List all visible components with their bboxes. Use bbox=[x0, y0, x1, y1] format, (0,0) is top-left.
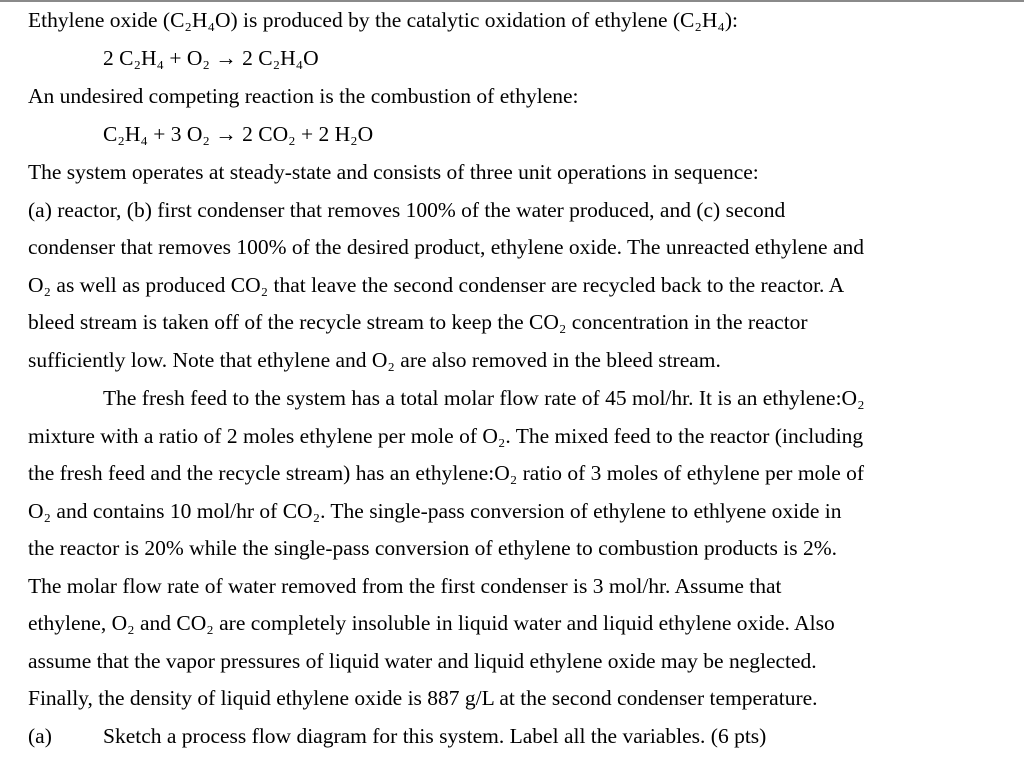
paragraph2-line: the reactor is 20% while the single-pass conversion of ethylene to combustion products is 2%. bbox=[28, 536, 838, 560]
paragraph2-line: The molar flow rate of water removed from the first condenser is 3 mol/hr. Assume that bbox=[28, 574, 782, 598]
paragraph2-line: Finally, the density of liquid ethylene oxide is 887 g/L at the second condenser temperature. bbox=[28, 686, 818, 710]
reaction-equation-2: C₂H₄ + 3 O₂ → 2 CO₂ + 2 H₂O bbox=[103, 122, 374, 146]
paragraph2-line: The fresh feed to the system has a total molar flow rate of 45 mol/hr. It is an ethylene:O₂ bbox=[103, 386, 865, 410]
paragraph1-line: sufficiently low. Note that ethylene and O₂ are also removed in the bleed stream. bbox=[28, 348, 721, 372]
reaction-equation-1: 2 C₂H₄ + O₂ → 2 C₂H₄O bbox=[103, 46, 319, 70]
paragraph2-line: O₂ and contains 10 mol/hr of CO₂. The single-pass conversion of ethylene to ethlyene oxide in bbox=[28, 499, 842, 523]
paragraph2-line: assume that the vapor pressures of liquid water and liquid ethylene oxide may be neglected. bbox=[28, 649, 817, 673]
paragraph1-line: condenser that removes 100% of the desired product, ethylene oxide. The unreacted ethylene and bbox=[28, 235, 865, 259]
competing-reaction-intro: An undesired competing reaction is the combustion of ethylene: bbox=[28, 84, 579, 108]
paragraph1-line: (a) reactor, (b) first condenser that removes 100% of the water produced, and (c) second bbox=[28, 198, 786, 222]
paragraph2-line: ethylene, O₂ and CO₂ are completely insoluble in liquid water and liquid ethylene oxide. Also bbox=[28, 611, 835, 635]
paragraph1-line: bleed stream is taken off of the recycle stream to keep the CO₂ concentration in the reactor bbox=[28, 310, 808, 334]
intro-text: Ethylene oxide (C₂H₄O) is produced by the catalytic oxidation of ethylene (C₂H₄): bbox=[28, 8, 739, 32]
paragraph1-line: The system operates at steady-state and consists of three unit operations in sequence: bbox=[28, 160, 759, 184]
paragraph1-line: O₂ as well as produced CO₂ that leave the second condenser are recycled back to the reactor. A bbox=[28, 273, 845, 297]
question-label: (a) bbox=[28, 724, 52, 748]
paragraph2-line: mixture with a ratio of 2 moles ethylene per mole of O₂. The mixed feed to the reactor (including bbox=[28, 424, 864, 448]
paragraph2-line: the fresh feed and the recycle stream) has an ethylene:O₂ ratio of 3 moles of ethylene per mole of bbox=[28, 461, 865, 485]
question-text: Sketch a process flow diagram for this system. Label all the variables. (6 pts) bbox=[103, 724, 767, 748]
